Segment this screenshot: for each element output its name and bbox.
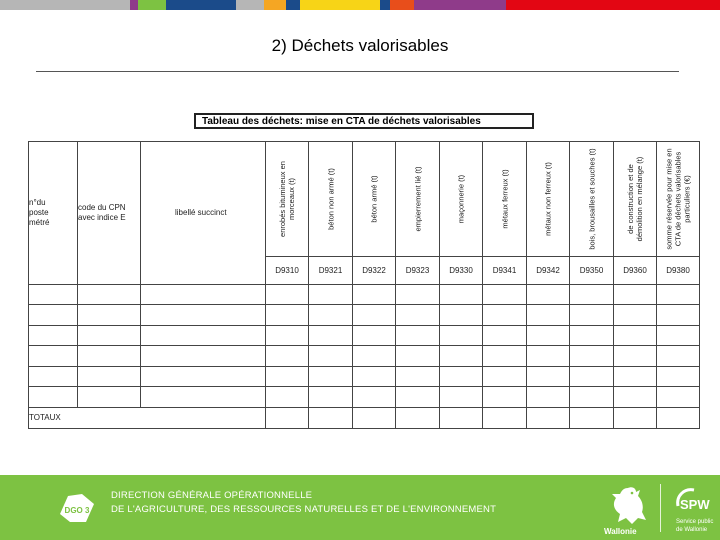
totals-cell xyxy=(353,407,396,429)
table-cell xyxy=(141,305,266,325)
table-cell xyxy=(29,284,78,304)
totals-cell xyxy=(527,407,570,429)
table-cell xyxy=(614,387,657,407)
spw-subtitle-line2: de Wallonie xyxy=(676,527,708,533)
waste-column-label: béton armé (t) xyxy=(369,175,379,223)
table-cell xyxy=(29,387,78,407)
header-color-stripe xyxy=(0,0,720,10)
waste-column-label: de construction et de démolition en mélange (t) xyxy=(626,156,644,242)
totals-cell xyxy=(614,407,657,429)
table-cell xyxy=(309,325,353,345)
totals-cell xyxy=(657,407,700,429)
totals-cell xyxy=(570,407,614,429)
table-cell xyxy=(353,387,396,407)
waste-column-header xyxy=(570,142,614,257)
table-cell xyxy=(483,366,527,386)
table-cell xyxy=(29,325,78,345)
stripe-segment xyxy=(0,0,130,10)
table-cell xyxy=(396,325,440,345)
table-cell xyxy=(614,305,657,325)
table-cell xyxy=(78,305,141,325)
table-cell xyxy=(78,366,141,386)
header-row xyxy=(29,142,700,257)
waste-column-label: empierrement lié (t) xyxy=(413,166,422,232)
table-row xyxy=(29,284,700,304)
table-cell xyxy=(29,366,78,386)
waste-code: D9341 xyxy=(483,257,527,285)
table-cell xyxy=(353,325,396,345)
totals-cell xyxy=(309,407,353,429)
table-cell xyxy=(309,305,353,325)
table-cell xyxy=(396,305,440,325)
spw-logo-icon xyxy=(672,484,712,516)
totals-row xyxy=(29,407,700,429)
table-cell xyxy=(141,284,266,304)
stripe-segment xyxy=(166,0,236,10)
waste-column-label: métaux non ferreux (t) xyxy=(543,162,553,237)
table-cell xyxy=(614,325,657,345)
table-cell xyxy=(614,284,657,304)
table-cell xyxy=(396,346,440,366)
table-cell xyxy=(440,366,483,386)
waste-code: D9330 xyxy=(440,257,483,285)
table-cell xyxy=(440,387,483,407)
stripe-segment xyxy=(390,0,414,10)
waste-column-label: métaux ferreux (t) xyxy=(500,169,509,229)
table-row xyxy=(29,346,700,366)
table-cell xyxy=(266,346,309,366)
waste-column-label: enrobés bitumineux en morceaux (t) xyxy=(278,161,296,238)
table-cell xyxy=(657,305,700,325)
table-cell xyxy=(527,305,570,325)
stripe-segment xyxy=(286,0,300,10)
table-cell xyxy=(396,387,440,407)
waste-column-label: béton non armé (t) xyxy=(326,168,335,231)
waste-column-header xyxy=(483,142,527,257)
table-cell xyxy=(29,305,78,325)
table-cell xyxy=(266,366,309,386)
table-cell xyxy=(309,284,353,304)
table-cell xyxy=(353,366,396,386)
table-cell xyxy=(266,305,309,325)
svg-text:SPW: SPW xyxy=(680,497,710,512)
footer-logo-divider xyxy=(660,484,661,532)
table-cell xyxy=(570,305,614,325)
dgo3-logo-icon xyxy=(56,490,100,526)
table-cell xyxy=(614,366,657,386)
table-cell xyxy=(527,387,570,407)
table-cell xyxy=(440,284,483,304)
libelle-header: libellé succinct xyxy=(141,142,266,285)
table-cell xyxy=(657,387,700,407)
poste-header: n°du poste métré xyxy=(29,142,78,285)
table-cell xyxy=(141,366,266,386)
table-cell xyxy=(483,325,527,345)
waste-code: D9360 xyxy=(614,257,657,285)
table-cell xyxy=(78,284,141,304)
totals-cell xyxy=(483,407,527,429)
table-cell xyxy=(483,387,527,407)
table-cell xyxy=(527,366,570,386)
svg-text:DGO 3: DGO 3 xyxy=(64,506,90,515)
waste-column-header xyxy=(396,142,440,257)
cpn-code-header: code du CPN avec indice E xyxy=(78,142,141,285)
table-cell xyxy=(483,346,527,366)
table-cell xyxy=(570,284,614,304)
table-cell xyxy=(353,305,396,325)
table-row xyxy=(29,387,700,407)
waste-code: D9350 xyxy=(570,257,614,285)
table-cell xyxy=(141,346,266,366)
waste-code: D9321 xyxy=(309,257,353,285)
table-cell xyxy=(657,284,700,304)
stripe-segment xyxy=(506,0,720,10)
table-cell xyxy=(440,325,483,345)
table-cell xyxy=(309,387,353,407)
table-cell xyxy=(657,346,700,366)
waste-column-header xyxy=(266,142,309,257)
waste-column-header xyxy=(614,142,657,257)
waste-column-label: maçonnerie (t) xyxy=(456,175,466,224)
slide-title: 2) Déchets valorisables xyxy=(271,36,449,55)
table-cell xyxy=(78,325,141,345)
table-cell xyxy=(78,387,141,407)
waste-column-label: bois, brousailles et souches (t) xyxy=(587,148,596,250)
waste-table xyxy=(28,141,700,429)
table-cell xyxy=(570,366,614,386)
spw-subtitle-line1: Service public xyxy=(676,519,714,525)
table-cell xyxy=(353,284,396,304)
table-cell xyxy=(266,387,309,407)
table-cell xyxy=(353,346,396,366)
waste-column-header xyxy=(440,142,483,257)
table-cell xyxy=(570,387,614,407)
table-cell xyxy=(141,325,266,345)
waste-column-header xyxy=(527,142,570,257)
wallonie-rooster-icon xyxy=(606,484,650,526)
footer-direction-line2: DE L'AGRICULTURE, DES RESSOURCES NATURELLES ET DE L'ENVIRONNEMENT xyxy=(111,504,497,515)
table-cell xyxy=(527,325,570,345)
totals-cell xyxy=(440,407,483,429)
waste-column-header xyxy=(353,142,396,257)
stripe-segment xyxy=(264,0,286,10)
totals-cell xyxy=(266,407,309,429)
table-cell xyxy=(483,284,527,304)
stripe-segment xyxy=(236,0,264,10)
footer-direction-line1: DIRECTION GÉNÉRALE OPÉRATIONNELLE xyxy=(111,490,313,501)
table-cell xyxy=(527,346,570,366)
title-divider xyxy=(36,71,679,72)
stripe-segment xyxy=(300,0,380,10)
table-cell xyxy=(309,366,353,386)
table-cell xyxy=(141,387,266,407)
table-cell xyxy=(614,346,657,366)
table-cell xyxy=(483,305,527,325)
table-row xyxy=(29,305,700,325)
waste-column-label: somme réservée pour mise en CTA de déchets valorisables particuliers (€) xyxy=(664,148,692,250)
table-cell xyxy=(78,346,141,366)
waste-code: D9322 xyxy=(353,257,396,285)
table-caption: Tableau des déchets: mise en CTA de déchets valorisables xyxy=(194,113,534,129)
waste-code: D9323 xyxy=(396,257,440,285)
table-cell xyxy=(266,284,309,304)
table-cell xyxy=(266,325,309,345)
table-cell xyxy=(396,284,440,304)
table-cell xyxy=(657,325,700,345)
table-row xyxy=(29,366,700,386)
table-cell xyxy=(440,346,483,366)
table-cell xyxy=(440,305,483,325)
table-cell xyxy=(29,346,78,366)
table-cell xyxy=(527,284,570,304)
waste-column-header xyxy=(657,142,700,257)
waste-code: D9310 xyxy=(266,257,309,285)
stripe-segment xyxy=(414,0,506,10)
totals-label: TOTAUX xyxy=(29,407,266,429)
stripe-segment xyxy=(138,0,166,10)
table-cell xyxy=(657,366,700,386)
stripe-segment xyxy=(380,0,390,10)
waste-code: D9342 xyxy=(527,257,570,285)
wallonie-label: Wallonie xyxy=(604,527,637,536)
table-cell xyxy=(570,325,614,345)
stripe-segment xyxy=(130,0,138,10)
table-row xyxy=(29,325,700,345)
totals-cell xyxy=(396,407,440,429)
table-cell xyxy=(570,346,614,366)
table-cell xyxy=(396,366,440,386)
waste-column-header xyxy=(309,142,353,257)
waste-code: D9380 xyxy=(657,257,700,285)
table-cell xyxy=(309,346,353,366)
